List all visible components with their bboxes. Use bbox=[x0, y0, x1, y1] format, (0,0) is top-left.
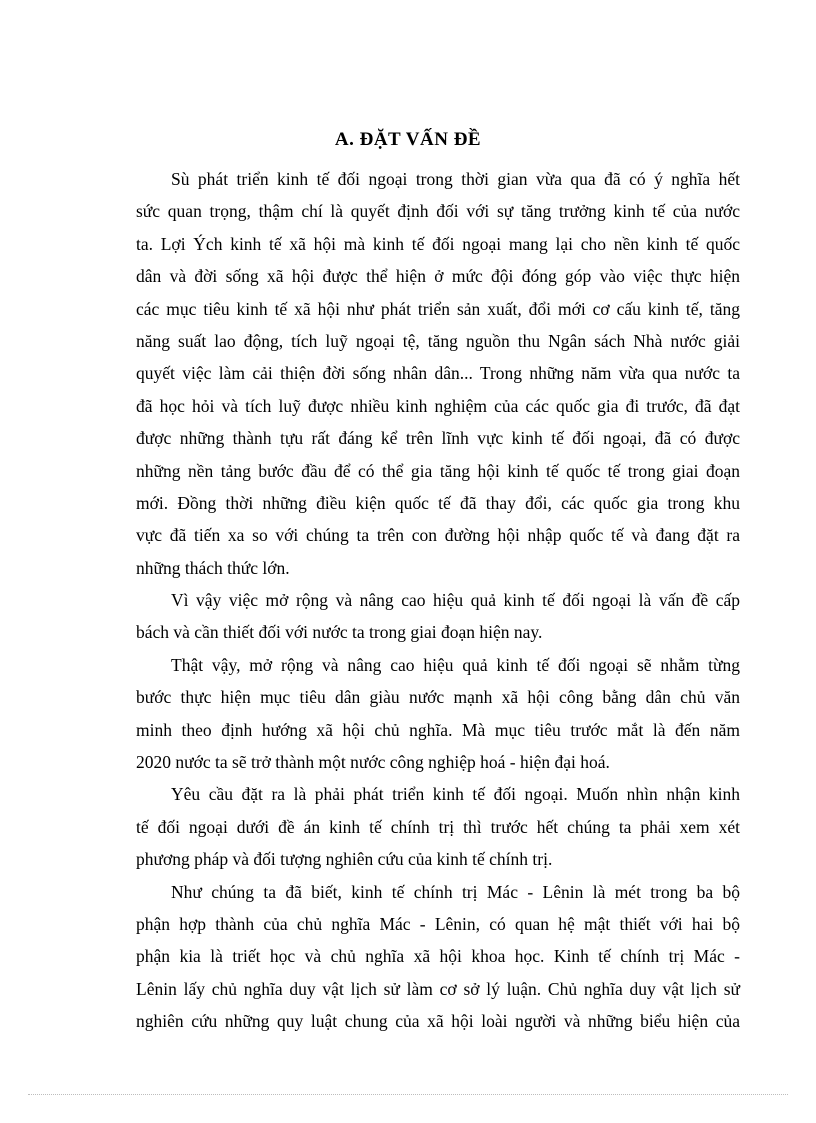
text-line: sức quan trọng, thậm chí là quyết định đối với sự tăng trưởng kinh tế của nước bbox=[136, 201, 740, 222]
text-line: mới. Đồng thời những điều kiện quốc tế đã thay đổi, các quốc gia trong khu bbox=[136, 492, 740, 513]
text-line: các mục tiêu kinh tế xã hội như phát triển sản xuất, đổi mới cơ cấu kinh tế, tăng bbox=[136, 298, 740, 319]
text-line: 2020 nước ta sẽ trở thành một nước công nghiệp hoá - hiện đại hoá. bbox=[136, 752, 610, 773]
text-line: đã học hỏi và tích luỹ được nhiều kinh nghiệm của các quốc gia đi trước, đã đạt bbox=[136, 395, 740, 416]
text-line: được những thành tựu rất đáng kể trên lĩnh vực kinh tế đối ngoại, đã có được bbox=[136, 428, 740, 449]
text-line: Yêu cầu đặt ra là phải phát triển kinh tế đối ngoại. Muốn nhìn nhận kinh bbox=[171, 784, 740, 805]
text-line: Lênin lấy chủ nghĩa duy vật lịch sử làm cơ sở lý luận. Chủ nghĩa duy vật lịch sử bbox=[136, 978, 740, 999]
page-footer-divider bbox=[28, 1094, 788, 1095]
text-line: Như chúng ta đã biết, kinh tế chính trị Mác - Lênin là mét trong ba bộ bbox=[171, 881, 740, 902]
text-line: bách và cần thiết đối với nước ta trong giai đoạn hiện nay. bbox=[136, 622, 543, 643]
text-line: nghiên cứu những quy luật chung của xã hội loài người và những biểu hiện của bbox=[136, 1011, 740, 1032]
text-line: Vì vậy việc mở rộng và nâng cao hiệu quả kinh tế đối ngoại là vấn đề cấp bbox=[171, 590, 740, 611]
text-line: tế đối ngoại dưới đề án kinh tế chính trị thì trước hết chúng ta phải xem xét bbox=[136, 816, 740, 837]
text-line: những nền tảng bước đầu để có thể gia tăng hội kinh tế quốc tế trong giai đoạn bbox=[136, 460, 740, 481]
text-line: vực đã tiến xa so với chúng ta trên con đường hội nhập quốc tế và đang đặt ra bbox=[136, 525, 740, 546]
text-line: Thật vậy, mở rộng và nâng cao hiệu quả kinh tế đối ngoại sẽ nhằm từng bbox=[171, 654, 740, 675]
text-line: minh theo định hướng xã hội chủ nghĩa. Mà mục tiêu trước mắt là đến năm bbox=[136, 719, 740, 740]
text-line: quyết việc làm cải thiện đời sống nhân dân... Trong những năm vừa qua nước ta bbox=[136, 363, 740, 384]
text-line: phương pháp và đối tượng nghiên cứu của kinh tế chính trị. bbox=[136, 849, 553, 870]
text-line: năng suất lao động, tích luỹ ngoại tệ, tăng nguồn thu Ngân sách Nhà nước giải bbox=[136, 330, 740, 351]
text-line: những thách thức lớn. bbox=[136, 557, 290, 578]
text-line: bước thực hiện mục tiêu dân giàu nước mạnh xã hội công bằng dân chủ văn bbox=[136, 687, 740, 708]
body-text bbox=[136, 163, 740, 1038]
section-title: A. ĐẶT VẤN ĐỀ bbox=[334, 129, 482, 150]
text-line: phận kia là triết học và chủ nghĩa xã hội khoa học. Kinh tế chính trị Mác - bbox=[136, 946, 740, 967]
text-line: phận hợp thành của chủ nghĩa Mác - Lênin, có quan hệ mật thiết với hai bộ bbox=[136, 913, 740, 934]
text-line: Sù phát triển kinh tế đối ngoại trong thời gian vừa qua đã có ý nghĩa hết bbox=[171, 169, 740, 189]
text-line: dân và đời sống xã hội được thể hiện ở mức đội đóng góp vào việc thực hiện bbox=[136, 266, 740, 287]
text-line: ta. Lợi Ých kinh tế xã hội mà kinh tế đối ngoại mang lại cho nền kinh tế quốc bbox=[136, 233, 740, 254]
